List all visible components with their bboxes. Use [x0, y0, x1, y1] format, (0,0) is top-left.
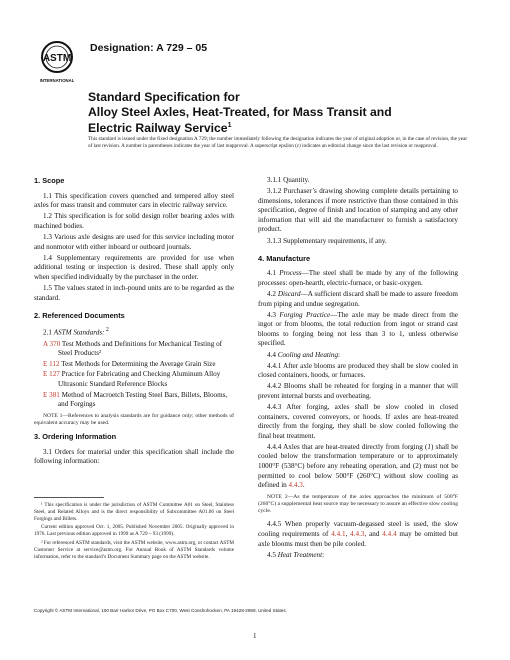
paragraph: 4.2 Discard—A sufficient discard shall be made to assure freedom from piping and undue segregation.: [258, 289, 458, 308]
paragraph: 4.1 Process—The steel shall be made by any of the following processes: open-hearth, electric-furnace, or basic-oxygen.: [258, 269, 458, 287]
svg-text:ASTM: ASTM: [42, 53, 72, 64]
reference-link[interactable]: A 370: [43, 339, 61, 348]
title-line: Electric Railway Service$^1$: [88, 121, 232, 136]
svg-text:INTERNATIONAL: INTERNATIONAL: [40, 78, 74, 83]
reference-link[interactable]: E 112: [43, 359, 60, 368]
note: NOTE 2—As the temperature of the axles approaches the minimum of 500°F (260°C) a supplemental heat source may be necessary to assure an effective slow cooling cycle.: [258, 493, 458, 515]
paragraph: 4.4.4 Axles that are heat-treated directly from forging (1) shall be cooled below the transformation temperature or to approximately 1000°F (538°C) before any reheating operation, and (2) must not be permitted to cool below 500°F (260°C) without slow cooling as defined in 4.4.3.: [258, 442, 458, 490]
paragraph: 3.1.2 Purchaser’s drawing showing complete details pertaining to dimensions, tolerances if more restrictive than those contained in this specification, degree of finish and location of stamping and any other information that will aid the manufacturer to furnish a satisfactory product.: [258, 187, 458, 234]
section-heading: 1. Scope: [34, 176, 65, 185]
paragraph: 4.4.5 When properly vacuum-degassed steel is used, the slow cooling requirements of 4.4.1, 4.4.3, and 4.4.4 may be omitted but axle blooms must then be pile cooled.: [258, 520, 458, 548]
footnote: Current edition approved Oct. 1, 2005. Published November 2005. Originally approved in 1976. Last previous edition approved in 1999 as A 729 – 93 (1999).: [34, 524, 234, 538]
paragraph: 4.4 Cooling and Heating:: [267, 350, 341, 359]
paragraph: 1.3 Various axle designs are used for this service including motor and nonmotor with either inboard or outboard journals.: [34, 232, 234, 251]
paragraph: 1.2 This specification is for solid design roller bearing axles with machined bodies.: [34, 212, 234, 230]
footnote-divider: [34, 497, 104, 498]
paragraph: 3.1.1 Quantity.: [267, 176, 310, 184]
paragraph: 2.1 ASTM Standards: $^2$: [43, 327, 109, 337]
title-line: Alloy Steel Axles, Heat-Treated, for Mass Transit and: [88, 104, 392, 119]
section-link[interactable]: 4.4.3: [350, 530, 365, 539]
footnote: ¹ This specification is under the jurisdiction of ASTM Committee A01 on Steel, Stainless Steel, and Related Alloys and is the direct responsibility of Subcommittee A01.06 on Steel Forgings and Billets.: [34, 502, 234, 522]
reference-item: E 381 Method of Macroetch Testing Steel Bars, Billets, Blooms, and Forgings: [43, 390, 228, 409]
section-link[interactable]: 4.4.4: [382, 530, 397, 539]
paragraph: 4.4.1 After axle blooms are produced they shall be slow cooled in closed containers, hoods, or furnaces.: [258, 361, 458, 380]
paragraph: 3.1 Orders for material under this specification shall include the following information:: [34, 447, 234, 466]
intro-paragraph: This standard is issued under the fixed designation A 729; the number immediately following the designation indicates the year of original adoption or, in the case of revision, the year of last revision. A number in parentheses indicates the year of last reapproval. A superscript epsilon (ε) indicates an editorial change since the last revision or reapproval.: [88, 136, 468, 150]
paragraph: 1.4 Supplementary requirements are provided for use when additional testing or inspection is desired. These shall apply only when specified individually by the purchaser in the order.: [34, 253, 234, 281]
astm-logo: [40, 40, 74, 86]
title-line: Standard Specification for: [88, 90, 240, 104]
right-column: [258, 176, 458, 562]
reference-link[interactable]: E 127: [43, 370, 60, 379]
section-heading: 2. Referenced Documents: [34, 310, 125, 320]
left-column: [34, 176, 234, 562]
designation: Designation: A 729 – 05: [90, 42, 208, 54]
paragraph: 4.4.2 Blooms shall be reheated for forging in a manner that will prevent internal bursts and overheating.: [258, 382, 458, 400]
section-heading: 4. Manufacture: [258, 253, 311, 263]
paragraph: 1.5 The values stated in inch-pound units are to be regarded as the standard.: [34, 283, 234, 302]
document-title: [88, 90, 468, 136]
section-heading: 3. Ordering Information: [34, 432, 117, 442]
copyright-line: Copyright © ASTM International, 100 Barr Harbor Drive, PO Box C700, West Conshohocken, PA 19428-2959, United States.: [34, 608, 287, 613]
note: NOTE 1—References to analysis standards are for guidance only; other methods of equivalent accuracy may be used.: [34, 412, 234, 427]
paragraph: 4.5 Heat Treatment:: [267, 550, 325, 559]
reference-link[interactable]: E 381: [43, 390, 60, 399]
paragraph: 4.3 Forging Practice—The axle may be made direct from the ingot or from blooms, the total reduction from ingot or strand cast blooms to forging being not less than 3 to 1, unless otherwise specified.: [258, 310, 458, 348]
reference-item: E 127 Practice for Fabricating and Checking Aluminum Alloy Ultrasonic Standard Reference Blocks: [43, 370, 221, 389]
page-number: 1: [253, 632, 257, 640]
section-link[interactable]: 4.4.1: [331, 530, 346, 539]
paragraph: 4.4.3 After forging, axles shall be slow cooled in closed containers, covered conveyors, or hoods. If axles are heat-treated directly from the forging, they shall be slow cooled following the final heat treatment.: [258, 402, 458, 440]
reference-item: E 112 Test Methods for Determining the Average Grain Size: [43, 359, 216, 368]
footnote: ² For referenced ASTM standards, visit the ASTM website, www.astm.org, or contact ASTM Customer Service at service@astm.org. For Annual Book of ASTM Standards volume information, refer to the standard’s Document Summary page on the ASTM website.: [34, 540, 234, 560]
reference-item: A 370 Test Methods and Definitions for Mechanical Testing of Steel Products²: [43, 339, 223, 358]
section-link[interactable]: 4.4.3: [288, 481, 303, 490]
paragraph: 3.1.3 Supplementary requirements, if any.: [267, 236, 387, 245]
paragraph: 1.1 This specification covers quenched and tempered alloy steel axles for mass transit and commuter cars in electric railway service.: [34, 191, 234, 210]
